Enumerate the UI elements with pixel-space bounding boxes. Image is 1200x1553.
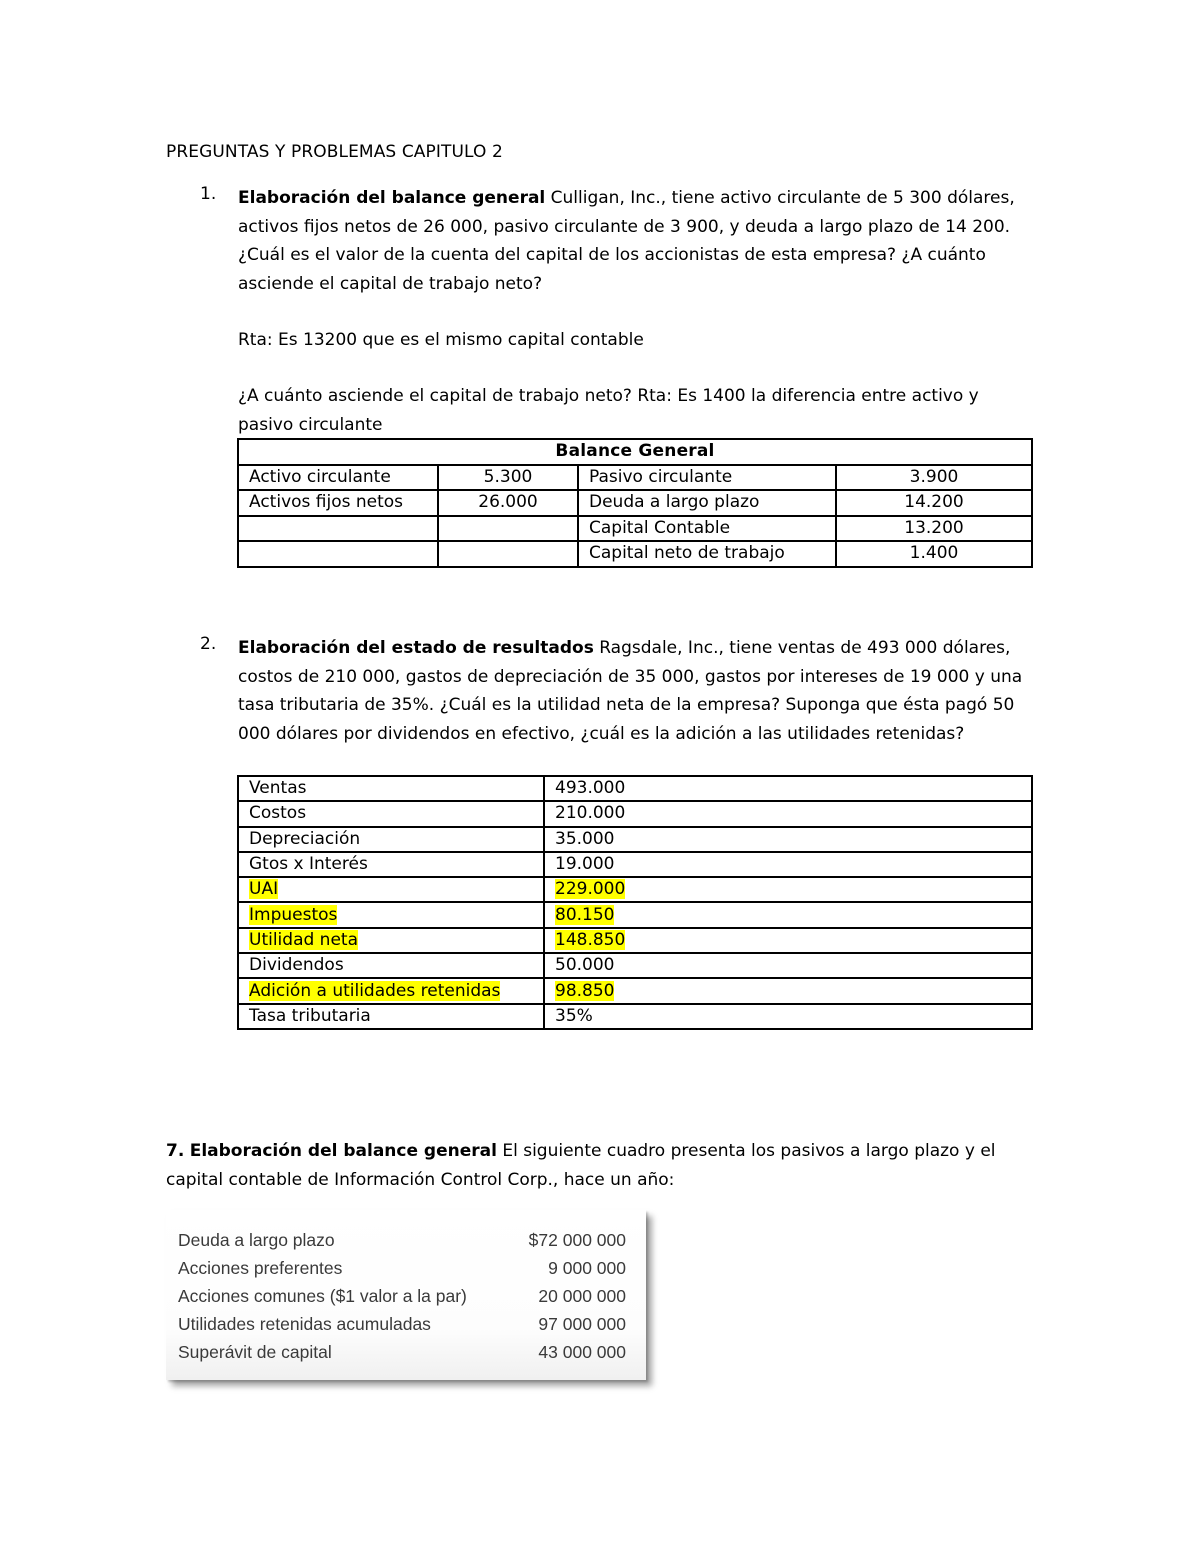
scanned-row	[178, 1342, 626, 1370]
table-cell-value	[544, 852, 1032, 877]
scanned-row	[178, 1258, 626, 1286]
table-row	[238, 928, 1032, 953]
table-cell-label	[238, 801, 544, 826]
table-cell-label	[238, 953, 544, 978]
table-cell: 26.000	[438, 490, 578, 516]
table-cell	[238, 516, 438, 542]
table-row	[238, 801, 1032, 826]
table-cell-value	[544, 928, 1032, 953]
question-1-text	[238, 184, 1038, 298]
table-cell-value	[544, 776, 1032, 801]
table-row	[238, 827, 1032, 852]
income-statement-table	[237, 775, 1033, 1030]
table-cell-label	[238, 852, 544, 877]
question-2-title: Elaboración del estado de resultados	[238, 638, 594, 658]
table-cell: Capital Contable	[578, 516, 836, 542]
table-cell: Activo circulante	[238, 465, 438, 491]
table-row	[238, 776, 1032, 801]
table-cell-value	[544, 902, 1032, 927]
table-cell-label	[238, 827, 544, 852]
balance-general-title: Balance General	[238, 439, 1032, 465]
scanned-row	[178, 1230, 626, 1258]
question-1-number: 1.	[200, 184, 217, 204]
row-label: UAI	[249, 879, 279, 900]
scanned-row-value: 43 000 000	[538, 1342, 626, 1362]
table-cell	[438, 541, 578, 567]
scanned-row-label: Utilidades retenidas acumuladas	[178, 1314, 431, 1334]
row-value: 98.850	[555, 980, 615, 1001]
question-2-text	[238, 634, 1038, 748]
scanned-row-label: Acciones preferentes	[178, 1258, 343, 1278]
table-cell: 5.300	[438, 465, 578, 491]
table-cell-value	[544, 877, 1032, 902]
scanned-row-value: $72 000 000	[528, 1230, 626, 1250]
scanned-row-value: 9 000 000	[548, 1258, 626, 1278]
row-label: Costos	[249, 803, 307, 824]
table-cell-label	[238, 776, 544, 801]
table-cell: 13.200	[836, 516, 1032, 542]
balance-general-table	[237, 438, 1033, 568]
table-cell: Capital neto de trabajo	[578, 541, 836, 567]
table-row	[238, 852, 1032, 877]
table-cell-value	[544, 827, 1032, 852]
table-cell-value	[544, 1004, 1032, 1029]
question-7-text	[166, 1137, 1026, 1194]
table-row	[238, 439, 1032, 465]
question-7-title: Elaboración del balance general	[189, 1141, 497, 1161]
table-row	[238, 902, 1032, 927]
row-value: 229.000	[555, 879, 626, 900]
row-value: 493.000	[555, 778, 626, 799]
table-cell-label	[238, 902, 544, 927]
row-label: Tasa tributaria	[249, 1005, 371, 1026]
table-row	[238, 978, 1032, 1003]
scanned-liabilities-table	[166, 1210, 646, 1380]
table-row	[238, 465, 1032, 491]
page-heading: PREGUNTAS Y PROBLEMAS CAPITULO 2	[166, 142, 503, 162]
table-cell-label	[238, 877, 544, 902]
question-2-body: Ragsdale, Inc., tiene ventas de 493 000 dólares, costos de 210 000, gastos de depreciación de 35 000, gastos por intereses de 19 000 y una tasa tributaria de 35%. ¿Cuál es la utilidad neta de la empresa? Suponga que ésta pagó 50 000 dólares por dividendos en efectivo, ¿cuál es la adición a las utilidades retenidas?	[238, 638, 1023, 744]
row-value: 80.150	[555, 904, 615, 925]
table-cell-value	[544, 978, 1032, 1003]
row-value: 50.000	[555, 955, 615, 976]
row-label: Dividendos	[249, 955, 344, 976]
row-value: 35.000	[555, 828, 615, 849]
table-row	[238, 1004, 1032, 1029]
scanned-row-value: 97 000 000	[538, 1314, 626, 1334]
scanned-row-label: Acciones comunes ($1 valor a la par)	[178, 1286, 467, 1306]
row-value: 210.000	[555, 803, 626, 824]
row-value: 19.000	[555, 854, 615, 875]
table-cell	[238, 541, 438, 567]
table-cell-value	[544, 953, 1032, 978]
table-cell	[438, 516, 578, 542]
row-value: 148.850	[555, 929, 626, 950]
table-row	[238, 541, 1032, 567]
scanned-row-label: Deuda a largo plazo	[178, 1230, 335, 1250]
table-row	[238, 877, 1032, 902]
table-cell: 1.400	[836, 541, 1032, 567]
question-7-body: El siguiente cuadro presenta los pasivos a largo plazo y el capital contable de Información Control Corp., hace un año:	[166, 1141, 996, 1190]
question-1-body: Culligan, Inc., tiene activo circulante de 5 300 dólares, activos fijos netos de 26 000, pasivo circulante de 3 900, y deuda a largo plazo de 14 200. ¿Cuál es el valor de la cuenta del capital de los accionistas de esta empresa? ¿A cuánto asciende el capital de trabajo neto?	[238, 188, 1015, 294]
row-label: Depreciación	[249, 828, 361, 849]
scanned-row	[178, 1286, 626, 1314]
table-cell: 3.900	[836, 465, 1032, 491]
table-row	[238, 953, 1032, 978]
question-1-answer-1: Rta: Es 13200 que es el mismo capital contable	[238, 330, 644, 350]
table-cell-label	[238, 1004, 544, 1029]
row-label: Ventas	[249, 778, 307, 799]
row-value: 35%	[555, 1005, 593, 1026]
table-cell: 14.200	[836, 490, 1032, 516]
scanned-row-label: Superávit de capital	[178, 1342, 332, 1362]
row-label: Adición a utilidades retenidas	[249, 980, 501, 1001]
scanned-row-value: 20 000 000	[538, 1286, 626, 1306]
question-7-number: 7.	[166, 1141, 185, 1161]
row-label: Utilidad neta	[249, 929, 358, 950]
table-cell-value	[544, 801, 1032, 826]
table-row	[238, 490, 1032, 516]
table-cell: Activos fijos netos	[238, 490, 438, 516]
table-cell-label	[238, 928, 544, 953]
table-cell: Deuda a largo plazo	[578, 490, 836, 516]
table-cell-label	[238, 978, 544, 1003]
question-2-number: 2.	[200, 634, 217, 654]
row-label: Impuestos	[249, 904, 338, 925]
row-label: Gtos x Interés	[249, 854, 368, 875]
scanned-row	[178, 1314, 626, 1342]
table-cell: Pasivo circulante	[578, 465, 836, 491]
table-row	[238, 516, 1032, 542]
question-1-title: Elaboración del balance general	[238, 188, 546, 208]
question-1-answer-2: ¿A cuánto asciende el capital de trabajo neto? Rta: Es 1400 la diferencia entre activo y pasivo circulante	[238, 386, 979, 435]
